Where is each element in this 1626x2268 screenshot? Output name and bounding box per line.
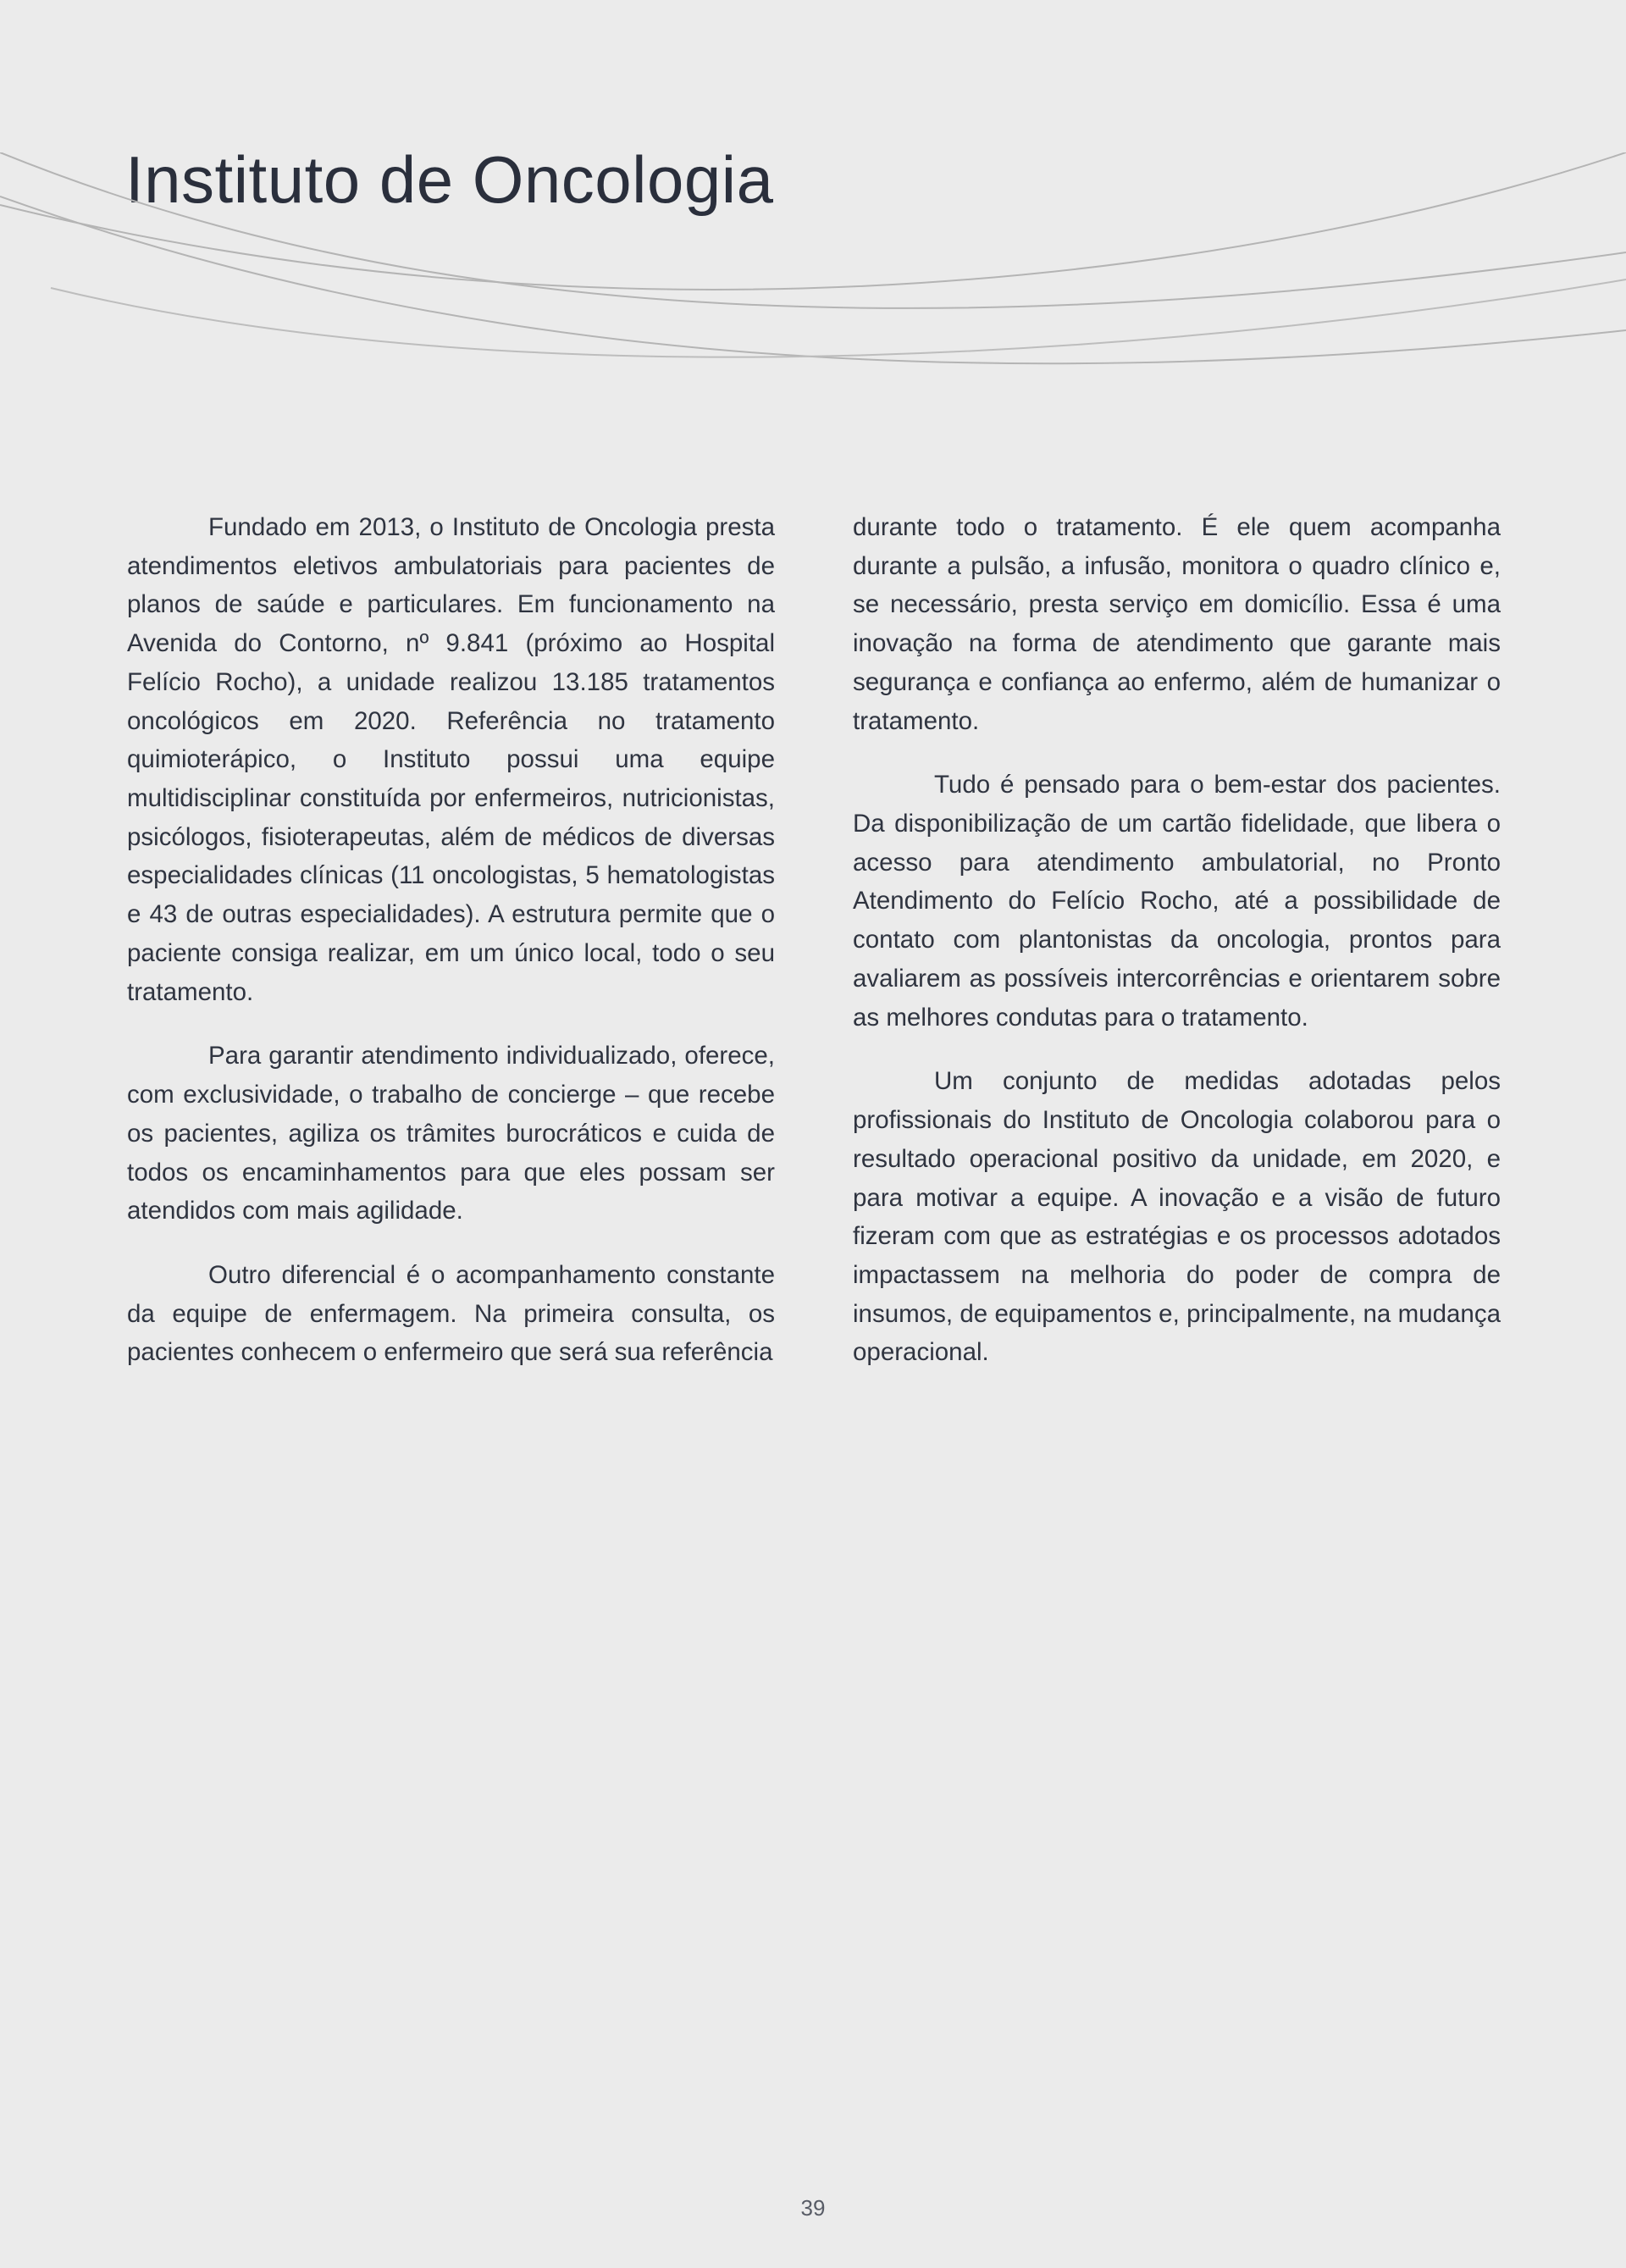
page-number: 39 bbox=[800, 2195, 826, 2221]
paragraph: Fundado em 2013, o Instituto de Oncologia presta atendimentos eletivos ambulatoriais para pacientes de planos de saúde e particulares. Em funcionamento na Avenida do Contorno, nº 9.841 (próximo ao Hospital Felício Rocho), a unidade realizou 13.185 tratamentos oncológicos em 2020. Referência no tratamento quimioterápico, o Instituto possui uma equipe multidisciplinar constituída por enfermeiros, nutricionistas, psicólogos, fisioterapeutas, além de médicos de diversas especialidades clínicas (11 oncologistas, 5 hematologistas e 43 de outras especialidades). A estrutura permite que o paciente consiga realizar, em um único local, todo o seu tratamento. bbox=[127, 513, 775, 1006]
article-columns bbox=[127, 508, 1507, 1372]
paragraph: Um conjunto de medidas adotadas pelos profissionais do Instituto de Oncologia colaborou para o resultado operacional positivo da unidade, em 2020, e para motivar a equipe. A inovação e a visão de futuro fizeram com que as estratégias e os processos adotados impactassem na melhoria do poder de compra de insumos, de equipamentos e, principalmente, na mudança operacional. bbox=[853, 1067, 1501, 1367]
paragraph: Outro diferencial é o acompanhamento constante da equipe de enfermagem. Na primeira consulta, os pacientes conhecem o enfermeiro que será sua referência bbox=[127, 1260, 775, 1367]
paragraph: Tudo é pensado para o bem-estar dos pacientes. Da disponibilização de um cartão fidelidade, que libera o acesso para atendimento ambulatorial, no Pronto Atendimento do Felício Rocho, até a possibilidade de contato com plantonistas da oncologia, prontos para avaliarem as possíveis intercorrências e orientarem sobre as melhores condutas para o tratamento. bbox=[853, 771, 1501, 1032]
page-title: Instituto de Oncologia bbox=[125, 142, 774, 218]
column-right bbox=[853, 508, 1501, 1372]
column-left bbox=[127, 508, 775, 1372]
paragraph: Para garantir atendimento individualizado, oferece, com exclusividade, o trabalho de concierge – que recebe os pacientes, agiliza os trâmites burocráticos e cuida de todos os encaminhamentos para que eles possam ser atendidos com mais agilidade. bbox=[127, 1042, 775, 1225]
paragraph: durante todo o tratamento. É ele quem acompanha durante a pulsão, a infusão, monitora o quadro clínico e, se necessário, presta serviço em domicílio. Essa é uma inovação na forma de atendimento que garante mais segurança e confiança ao enfermo, além de humanizar o tratamento. bbox=[853, 513, 1501, 735]
